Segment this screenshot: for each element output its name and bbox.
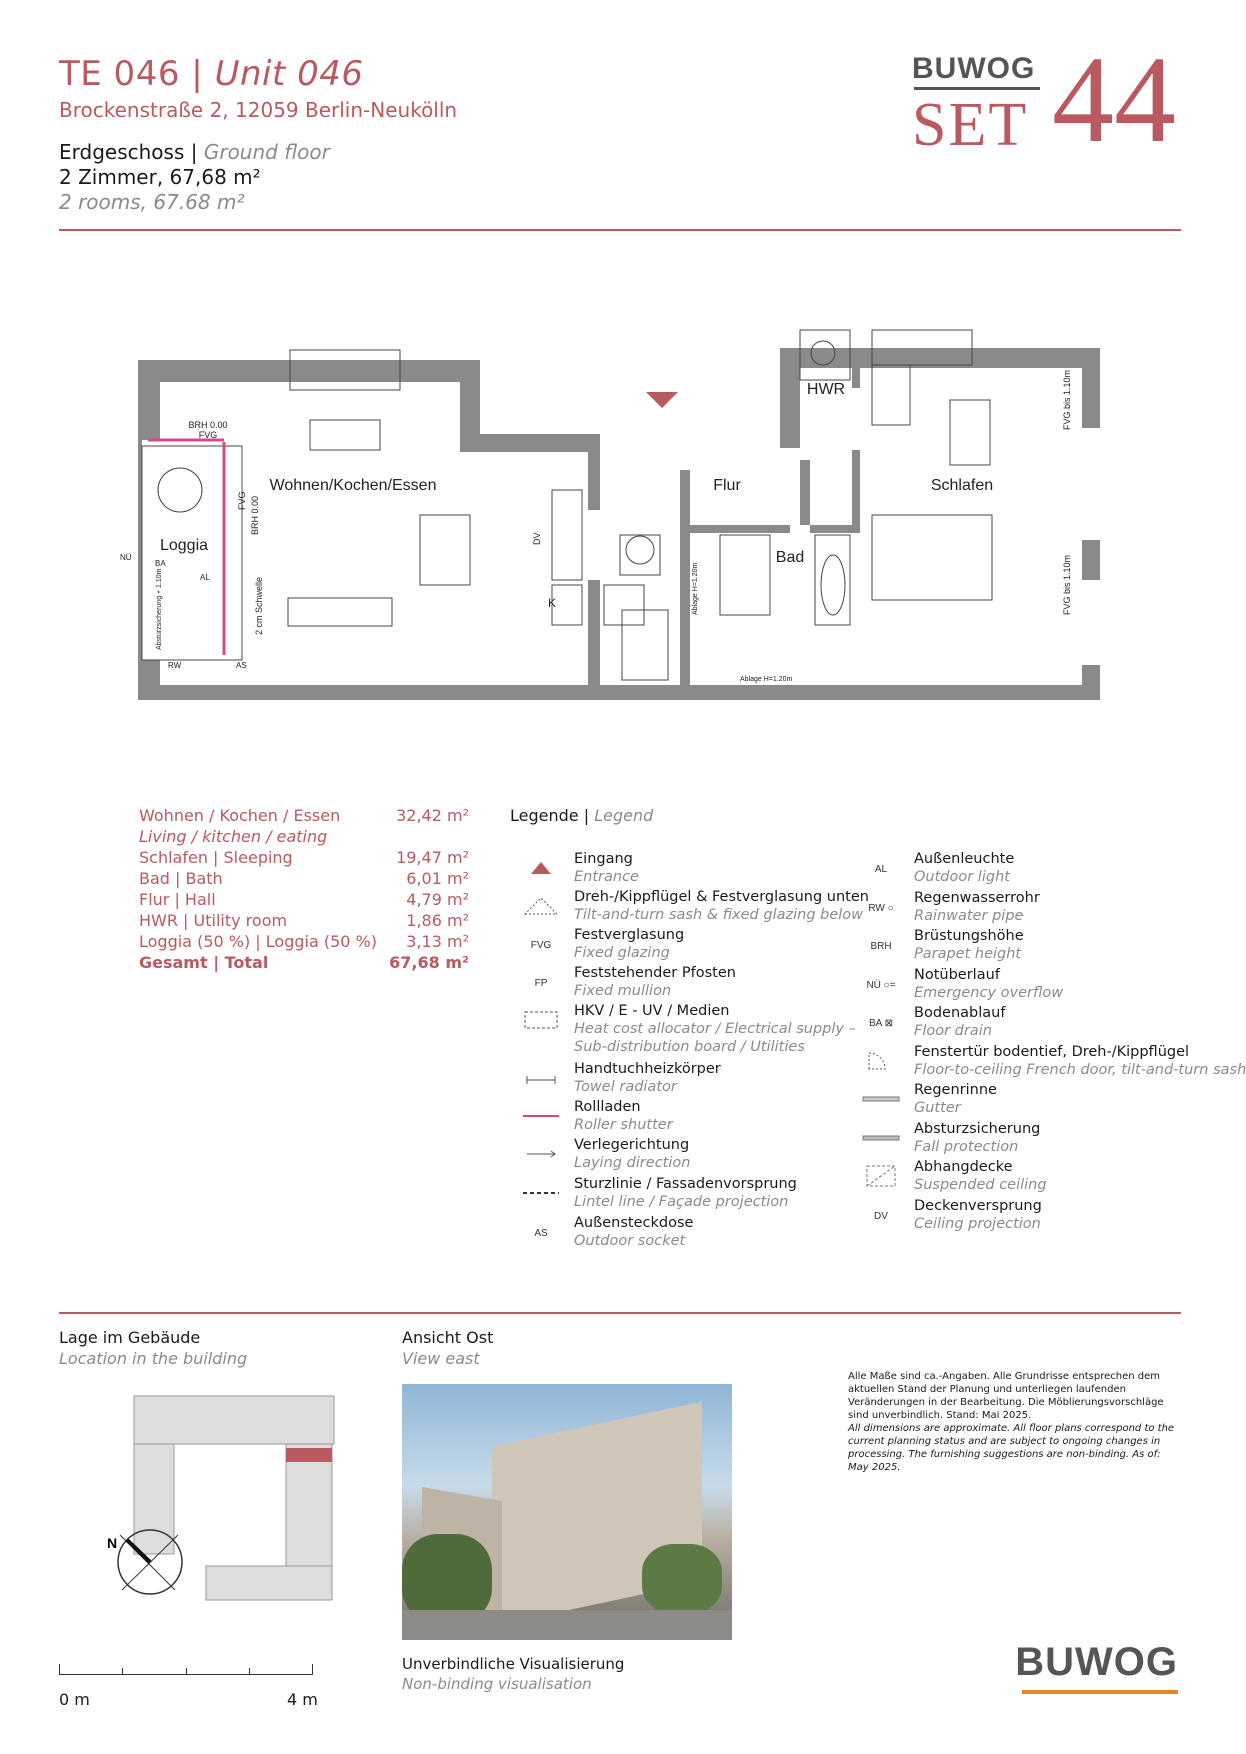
legend-item bbox=[858, 850, 1014, 888]
legend-text bbox=[574, 1060, 721, 1098]
area-row bbox=[139, 847, 469, 868]
floor-de: Erdgeschoss bbox=[59, 140, 185, 164]
legend-de: Absturzsicherung bbox=[914, 1120, 1041, 1137]
legend-symbol bbox=[858, 850, 904, 888]
legend-item bbox=[518, 1136, 690, 1174]
legend-title-de: Legende bbox=[510, 806, 579, 825]
note-dv: DV bbox=[532, 532, 542, 545]
legend-item bbox=[518, 1002, 856, 1056]
svg-text:AL: AL bbox=[874, 864, 888, 875]
area-label: Loggia (50 %) | Loggia (50 %) bbox=[139, 932, 377, 951]
room-schlafen: Schlafen bbox=[930, 477, 994, 494]
legend-item bbox=[858, 1158, 1047, 1196]
legend-de: Außensteckdose bbox=[574, 1215, 694, 1231]
area-value: 32,42 m² bbox=[396, 806, 469, 825]
legend-item bbox=[518, 1098, 673, 1136]
area-label: Wohnen / Kochen / Essen bbox=[139, 806, 341, 825]
svg-text:DV: DV bbox=[874, 1210, 888, 1222]
legend-text bbox=[914, 1197, 1042, 1235]
legend-item bbox=[518, 1060, 721, 1098]
legend-symbol bbox=[518, 926, 564, 964]
note-rw: RW bbox=[168, 661, 182, 670]
note-brh-side: BRH 0.00 bbox=[250, 495, 260, 535]
legend-text bbox=[574, 1214, 693, 1252]
legend-en: Laying direction bbox=[574, 1155, 691, 1171]
legend-de: Feststehender Pfosten bbox=[574, 965, 736, 981]
area-label: HWR | Utility room bbox=[139, 911, 288, 930]
area-value: 4,79 m² bbox=[406, 890, 469, 909]
entrance-marker bbox=[646, 392, 678, 408]
legend-de: Notüberlauf bbox=[914, 966, 1000, 983]
towel-radiator-icon bbox=[518, 1060, 564, 1098]
location-map bbox=[107, 1390, 350, 1620]
legend-text bbox=[914, 1081, 997, 1119]
legend-item bbox=[518, 964, 736, 1002]
legend-item bbox=[858, 966, 1063, 1004]
unit-de: TE 046 bbox=[59, 54, 180, 94]
logo-number: 44 bbox=[1052, 31, 1176, 168]
disclaimer-en: All dimensions are approximate. All floor plans correspond to the current planning status and are subject to ongoing changes in processing. The furnishing suggestions are non-binding. As of: May 2025. bbox=[848, 1423, 1175, 1473]
legend-de: Außenleuchte bbox=[914, 851, 1015, 867]
legend-text bbox=[574, 964, 736, 1002]
area-label: Bad | Bath bbox=[139, 869, 223, 888]
legend-de: Bodenablauf bbox=[914, 1005, 1006, 1021]
note-fvg-r2: FVG bis 1.10m bbox=[1062, 554, 1072, 615]
area-row bbox=[139, 805, 469, 826]
scale-bar bbox=[59, 1660, 313, 1680]
legend-de: Regenwasserrohr bbox=[914, 889, 1040, 906]
area-value: 19,47 m² bbox=[396, 848, 469, 867]
rooms-de: 2 Zimmer, 67,68 m² bbox=[59, 165, 261, 189]
gutter-icon bbox=[858, 1081, 904, 1119]
legend-de: Fenstertür bodentief, Dreh-/Kippflügel bbox=[914, 1043, 1190, 1060]
fall-protection-icon bbox=[858, 1120, 904, 1158]
footer-logo: BUWOG bbox=[1015, 1640, 1178, 1684]
hkv-icon bbox=[518, 1002, 564, 1040]
legend-en: Lintel line / Façade projection bbox=[574, 1194, 789, 1210]
legend-text bbox=[914, 966, 1063, 1004]
note-al: AL bbox=[200, 573, 210, 582]
legend-text bbox=[574, 926, 684, 964]
view-title: Ansicht Ost bbox=[402, 1328, 494, 1347]
disclaimer bbox=[848, 1370, 1178, 1474]
floor-plan bbox=[120, 330, 1120, 720]
legend-en: Floor-to-ceiling French door, tilt-and-turn sash bbox=[914, 1061, 1246, 1078]
floor-line bbox=[59, 140, 330, 164]
legend-text bbox=[574, 1136, 690, 1174]
area-value: 1,86 m² bbox=[406, 911, 469, 930]
legend-en: Emergency overflow bbox=[914, 984, 1064, 1001]
roller-shutter-icon bbox=[518, 1098, 564, 1136]
legend-en: Suspended ceiling bbox=[914, 1177, 1047, 1193]
legend-en: Rainwater pipe bbox=[914, 907, 1024, 924]
legend-en: Outdoor light bbox=[914, 869, 1010, 885]
legend-item bbox=[858, 1004, 1005, 1042]
svg-text:RW ○: RW ○ bbox=[868, 902, 894, 914]
room-living: Wohnen/Kochen/Essen bbox=[269, 477, 437, 494]
disclaimer-de: Alle Maße sind ca.-Angaben. Alle Grundrisse entsprechen dem aktuellen Stand der Planung und unterliegen laufenden Veränderungen in der Bearbeitung. Die Möblierungsvorschläge sind unverbindlich. Stand: Mai 2025. bbox=[848, 1371, 1164, 1421]
footer-logo-bar bbox=[1022, 1690, 1178, 1694]
floor-en: Ground floor bbox=[203, 140, 330, 164]
legend-de: Deckenversprung bbox=[914, 1197, 1042, 1214]
legend-text bbox=[574, 888, 869, 926]
svg-text:FP: FP bbox=[534, 978, 548, 989]
note-as: AS bbox=[236, 661, 247, 670]
legend-text bbox=[914, 850, 1014, 888]
svg-text:FVG: FVG bbox=[530, 940, 552, 951]
legend-en: Sub-distribution board / Utilities bbox=[574, 1039, 805, 1055]
legend-symbol bbox=[858, 889, 904, 927]
footer-divider bbox=[59, 1312, 1181, 1314]
legend-item bbox=[858, 927, 1024, 965]
legend-en: Outdoor socket bbox=[574, 1233, 686, 1249]
legend-en: Floor drain bbox=[914, 1023, 992, 1039]
legend-en: Tilt-and-turn sash & fixed glazing below bbox=[574, 907, 864, 923]
legend-text bbox=[574, 1175, 797, 1213]
view-subtitle: View east bbox=[402, 1349, 480, 1368]
area-row bbox=[139, 868, 469, 889]
set44-logo bbox=[912, 31, 1182, 168]
legend-item bbox=[858, 889, 1040, 927]
area-row bbox=[139, 826, 469, 847]
legend-separator: | bbox=[583, 806, 590, 825]
logo-set: SET bbox=[912, 91, 1029, 159]
legend-text bbox=[914, 1120, 1040, 1158]
legend-item bbox=[858, 1197, 1042, 1235]
legend-en: Towel radiator bbox=[574, 1079, 677, 1095]
legend-de: Festverglasung bbox=[574, 927, 685, 943]
area-label: Schlafen | Sleeping bbox=[139, 848, 293, 867]
area-label: Living / kitchen / eating bbox=[139, 827, 328, 846]
legend-item bbox=[858, 1081, 997, 1119]
legend-title bbox=[510, 806, 653, 825]
logo-underline bbox=[914, 87, 1040, 90]
area-row bbox=[139, 952, 469, 973]
legend-text bbox=[914, 1004, 1005, 1042]
unit-en: Unit 046 bbox=[214, 54, 364, 94]
legend-text bbox=[914, 927, 1024, 965]
scale-end: 4 m bbox=[287, 1690, 318, 1709]
location-subtitle: Location in the building bbox=[59, 1349, 248, 1368]
room-flur: Flur bbox=[713, 477, 741, 494]
area-value: 67,68 m² bbox=[389, 953, 469, 972]
note-fvg-r1: FVG bis 1.10m bbox=[1062, 369, 1072, 430]
legend-item bbox=[858, 1043, 1246, 1081]
svg-text:BA ⊠: BA ⊠ bbox=[869, 1018, 893, 1029]
legend-de: Dreh-/Kippflügel & Festverglasung unten bbox=[574, 889, 869, 905]
legend-text bbox=[914, 1043, 1246, 1081]
legend-de: Brüstungshöhe bbox=[914, 928, 1024, 944]
note-k: K bbox=[548, 596, 557, 610]
north-label: N bbox=[107, 1535, 118, 1551]
area-value: 6,01 m² bbox=[406, 869, 469, 888]
legend-de: Rollladen bbox=[574, 1099, 641, 1115]
view-caption: Unverbindliche Visualisierung bbox=[402, 1655, 625, 1673]
area-value: 3,13 m² bbox=[406, 932, 469, 951]
legend-en: Fixed glazing bbox=[574, 945, 670, 961]
legend-symbol bbox=[858, 1004, 904, 1042]
note-absturz: Absturzsicherung + 1.10m bbox=[156, 568, 163, 650]
svg-text:NÜ ○=: NÜ ○= bbox=[866, 979, 896, 991]
legend-symbol bbox=[518, 1214, 564, 1252]
note-ba: BA bbox=[155, 559, 166, 568]
building-rendering bbox=[402, 1384, 732, 1640]
room-loggia: Loggia bbox=[159, 537, 209, 554]
note-ablage2: Ablage H=1.20m bbox=[740, 676, 793, 683]
header-divider bbox=[59, 229, 1181, 231]
note-nu: NÜ bbox=[120, 553, 132, 562]
rooms-en: 2 rooms, 67.68 m² bbox=[59, 190, 245, 214]
area-row bbox=[139, 931, 469, 952]
entrance-icon bbox=[518, 850, 564, 888]
french-door-icon bbox=[858, 1043, 904, 1081]
legend-de: Verlegerichtung bbox=[574, 1137, 690, 1153]
address: Brockenstraße 2, 12059 Berlin-Neukölln bbox=[59, 98, 458, 122]
svg-text:BRH: BRH bbox=[870, 941, 892, 952]
legend-en: Fixed mullion bbox=[574, 983, 672, 999]
legend-symbol bbox=[858, 927, 904, 965]
legend-item bbox=[518, 1175, 797, 1213]
legend-title-en: Legend bbox=[594, 806, 654, 825]
svg-text:AS: AS bbox=[534, 1228, 548, 1239]
legend-de: Eingang bbox=[574, 851, 633, 867]
note-fvg-side: FVG bbox=[237, 491, 247, 510]
legend-en: Heat cost allocator / Electrical supply – bbox=[574, 1021, 856, 1037]
location-title: Lage im Gebäude bbox=[59, 1328, 201, 1347]
legend-de: Sturzlinie / Fassadenvorsprung bbox=[574, 1176, 797, 1192]
legend-item bbox=[518, 850, 639, 888]
legend-item bbox=[518, 1214, 693, 1252]
title-separator: | bbox=[191, 54, 204, 94]
logo-brand: BUWOG bbox=[912, 52, 1036, 85]
legend-text bbox=[914, 1158, 1047, 1196]
scale-start: 0 m bbox=[59, 1690, 90, 1709]
legend-text bbox=[914, 889, 1040, 927]
view-caption-en: Non-binding visualisation bbox=[402, 1675, 592, 1693]
note-fvg-top: FVG bbox=[198, 430, 218, 440]
legend-symbol bbox=[858, 966, 904, 1004]
legend-de: Handtuchheizkörper bbox=[574, 1061, 721, 1077]
room-bad: Bad bbox=[775, 549, 805, 566]
legend-text bbox=[574, 850, 639, 888]
lintel-line-icon bbox=[518, 1175, 564, 1213]
area-label: Gesamt | Total bbox=[139, 953, 269, 972]
area-row bbox=[139, 910, 469, 931]
legend-en: Entrance bbox=[574, 869, 639, 885]
note-schwelle: 2 cm Schwelle bbox=[254, 576, 264, 635]
room-hwr: HWR bbox=[806, 381, 846, 398]
legend-text bbox=[574, 1002, 856, 1056]
note-brh-top: BRH 0.00 bbox=[188, 420, 228, 430]
laying-direction-icon bbox=[518, 1136, 564, 1174]
legend-item bbox=[858, 1120, 1040, 1158]
legend-de: Regenrinne bbox=[914, 1082, 997, 1098]
legend-symbol bbox=[858, 1197, 904, 1235]
suspended-ceiling-icon bbox=[858, 1158, 904, 1196]
legend-item bbox=[518, 888, 869, 926]
legend-en: Parapet height bbox=[914, 946, 1022, 962]
note-ablage1: Ablage H=1.20m bbox=[692, 562, 699, 615]
legend-en: Roller shutter bbox=[574, 1117, 673, 1133]
legend-en: Ceiling projection bbox=[914, 1215, 1041, 1232]
floor-separator: | bbox=[190, 140, 198, 164]
legend-item bbox=[518, 926, 684, 964]
legend-de: Abhangdecke bbox=[914, 1159, 1013, 1175]
area-row bbox=[139, 889, 469, 910]
unit-title bbox=[59, 54, 363, 94]
tilt-turn-icon bbox=[518, 888, 564, 926]
area-label: Flur | Hall bbox=[139, 890, 216, 909]
unit-highlight bbox=[286, 1448, 332, 1462]
legend-symbol bbox=[518, 964, 564, 1002]
legend-text bbox=[574, 1098, 673, 1136]
legend-en: Gutter bbox=[914, 1100, 961, 1116]
legend-en: Fall protection bbox=[914, 1138, 1019, 1155]
legend-de: HKV / E - UV / Medien bbox=[574, 1003, 730, 1019]
area-table bbox=[139, 805, 469, 973]
